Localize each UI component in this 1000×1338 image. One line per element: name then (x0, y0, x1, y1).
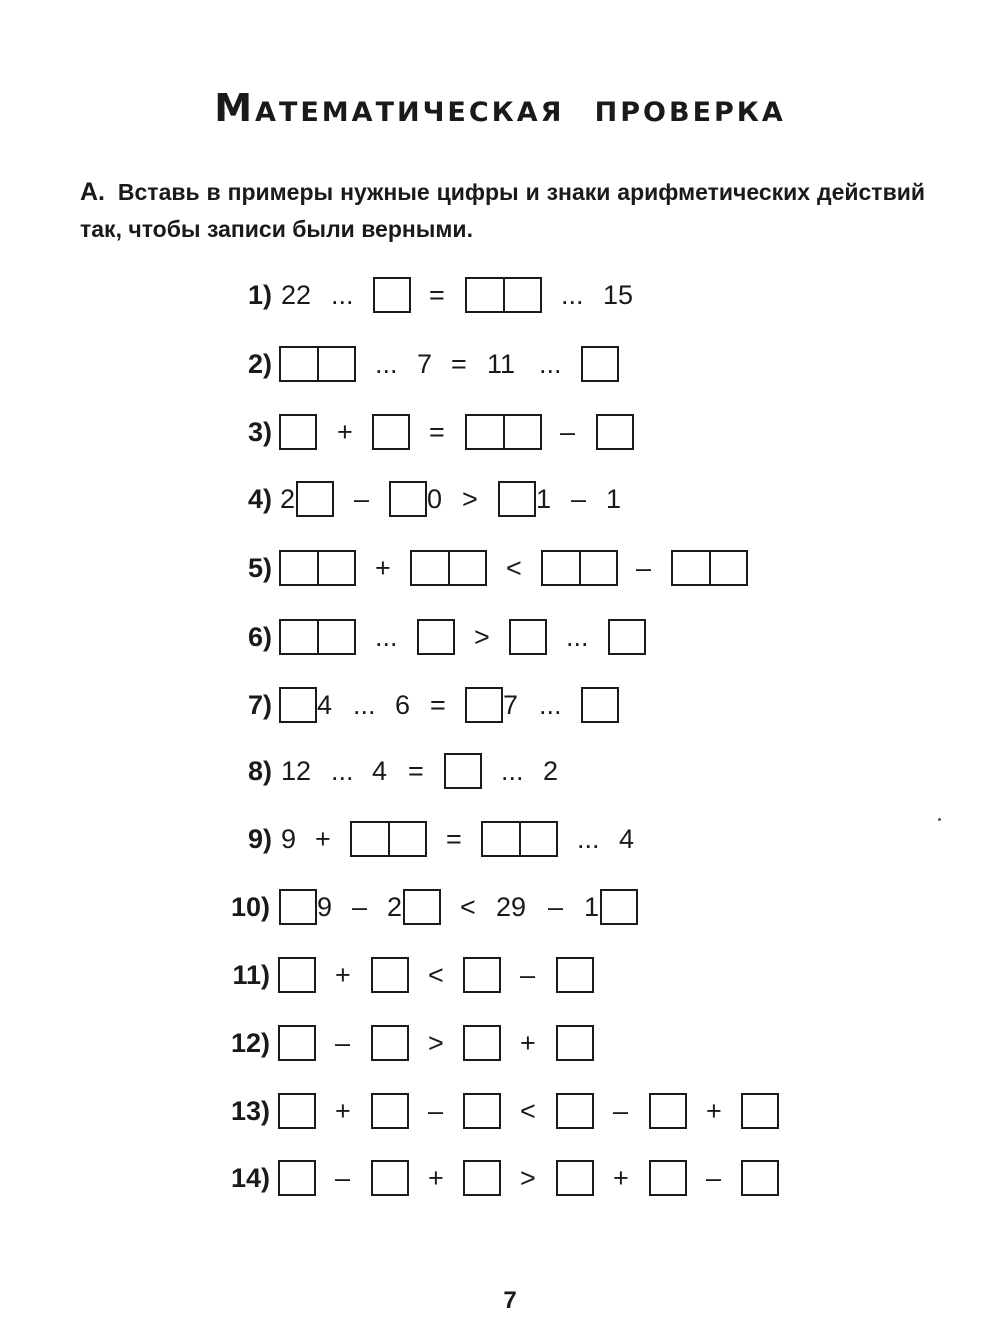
answer-box[interactable] (279, 687, 317, 723)
answer-box[interactable] (371, 957, 409, 993)
answer-box[interactable] (279, 414, 317, 450)
operator: + (613, 1163, 629, 1193)
answer-box[interactable] (278, 1093, 316, 1129)
comparison-sign: > (462, 484, 478, 514)
answer-box[interactable] (417, 619, 455, 655)
answer-box-2-digit[interactable] (279, 619, 356, 655)
answer-box[interactable] (465, 687, 503, 723)
operator-placeholder: ... (375, 349, 398, 379)
operator: + (520, 1028, 536, 1058)
exercise-number: 14) (230, 1163, 270, 1193)
exercise-number: 11) (232, 960, 270, 990)
operator-placeholder: ... (331, 280, 354, 310)
operator-placeholder: ... (353, 690, 376, 720)
comparison-sign: > (428, 1028, 444, 1058)
term: 1 (606, 484, 622, 514)
answer-box-2-digit[interactable] (279, 550, 356, 586)
answer-box[interactable] (463, 1025, 501, 1061)
exercise-number: 5) (247, 553, 272, 583)
term: 6 (395, 690, 411, 720)
equals-sign: = (446, 824, 462, 854)
operator: – (636, 553, 652, 583)
answer-box[interactable] (371, 1160, 409, 1196)
answer-box[interactable] (596, 414, 634, 450)
answer-box[interactable] (463, 957, 501, 993)
term: 4 (619, 824, 635, 854)
answer-box[interactable] (373, 277, 411, 313)
exercise-number: 7) (247, 690, 272, 720)
answer-box[interactable] (389, 481, 427, 517)
answer-box[interactable] (509, 619, 547, 655)
answer-box-2-digit[interactable] (279, 346, 356, 382)
term: 29 (496, 892, 527, 922)
operator: + (428, 1163, 444, 1193)
comparison-sign: < (506, 553, 522, 583)
operator: – (354, 484, 370, 514)
digit: 1 (536, 484, 552, 514)
answer-box-2-digit[interactable] (350, 821, 427, 857)
exercise-13 (0, 1091, 1000, 1131)
term: 2 (543, 756, 559, 786)
digit: 0 (427, 484, 443, 514)
exercise-8 (0, 751, 1000, 791)
operator: – (352, 892, 368, 922)
operator: – (428, 1096, 444, 1126)
equals-sign: = (429, 280, 445, 310)
digit: 1 (584, 892, 600, 922)
answer-box[interactable] (608, 619, 646, 655)
answer-box[interactable] (741, 1093, 779, 1129)
answer-box-2-digit[interactable] (465, 414, 542, 450)
operator-placeholder: ... (539, 690, 562, 720)
exercise-number: 1) (247, 280, 272, 310)
answer-box[interactable] (600, 889, 638, 925)
operator: – (548, 892, 564, 922)
answer-box[interactable] (556, 957, 594, 993)
answer-box[interactable] (581, 687, 619, 723)
operator: – (613, 1096, 629, 1126)
answer-box[interactable] (278, 1160, 316, 1196)
equals-sign: = (408, 756, 424, 786)
answer-box[interactable] (649, 1093, 687, 1129)
operator: – (335, 1028, 351, 1058)
equals-sign: = (430, 690, 446, 720)
term: 22 (281, 280, 312, 310)
task-instruction (80, 174, 925, 248)
answer-box-2-digit[interactable] (481, 821, 558, 857)
operator: – (571, 484, 587, 514)
operator: – (520, 960, 536, 990)
answer-box[interactable] (463, 1093, 501, 1129)
answer-box[interactable] (371, 1093, 409, 1129)
comparison-sign: > (474, 622, 490, 652)
operator: + (706, 1096, 722, 1126)
digit: 9 (317, 892, 333, 922)
term: 9 (281, 824, 297, 854)
term: 7 (417, 349, 433, 379)
exercise-14 (0, 1158, 1000, 1198)
exercise-5 (0, 548, 1000, 588)
exercise-number: 3) (247, 417, 272, 447)
answer-box[interactable] (296, 481, 334, 517)
exercise-3 (0, 412, 1000, 452)
exercise-number: 12) (230, 1028, 270, 1058)
exercise-6 (0, 617, 1000, 657)
exercise-number: 8) (247, 756, 272, 786)
answer-box[interactable] (444, 753, 482, 789)
answer-box-2-digit[interactable] (410, 550, 487, 586)
exercise-12 (0, 1023, 1000, 1063)
answer-box[interactable] (556, 1025, 594, 1061)
comparison-sign: > (520, 1163, 536, 1193)
exercise-1 (0, 275, 1000, 315)
exercise-7 (0, 685, 1000, 725)
answer-box[interactable] (279, 889, 317, 925)
answer-box[interactable] (463, 1160, 501, 1196)
digit: 7 (503, 690, 519, 720)
answer-box[interactable] (556, 1160, 594, 1196)
equals-sign: = (451, 349, 467, 379)
task-letter: А. (80, 178, 105, 206)
operator-placeholder: ... (331, 756, 354, 786)
operator: + (335, 1096, 351, 1126)
operator: + (315, 824, 331, 854)
answer-box-2-digit[interactable] (541, 550, 618, 586)
digit: 2 (387, 892, 403, 922)
operator-placeholder: ... (539, 349, 562, 379)
exercise-4 (0, 479, 1000, 519)
answer-box[interactable] (741, 1160, 779, 1196)
answer-box[interactable] (372, 414, 410, 450)
answer-box[interactable] (278, 957, 316, 993)
operator: – (335, 1163, 351, 1193)
comparison-sign: < (460, 892, 476, 922)
equals-sign: = (429, 417, 445, 447)
operator-placeholder: ... (577, 824, 600, 854)
term: 12 (281, 756, 312, 786)
answer-box[interactable] (371, 1025, 409, 1061)
operator-placeholder: ... (375, 622, 398, 652)
exercise-9 (0, 819, 1000, 859)
operator-placeholder: ... (501, 756, 524, 786)
answer-box[interactable] (649, 1160, 687, 1196)
exercise-2 (0, 344, 1000, 384)
digit: 4 (317, 690, 333, 720)
answer-box[interactable] (403, 889, 441, 925)
page-title: Математическая проверка (214, 86, 786, 130)
exercise-10 (0, 887, 1000, 927)
exercise-number: 2) (247, 349, 272, 379)
exercise-number: 6) (247, 622, 272, 652)
operator: – (706, 1163, 722, 1193)
exercise-11 (0, 955, 1000, 995)
term: 11 (487, 349, 516, 379)
exercise-number: 10) (230, 892, 270, 922)
comparison-sign: < (520, 1096, 536, 1126)
digit: 2 (280, 484, 296, 514)
operator-placeholder: ... (561, 280, 584, 310)
operator: – (560, 417, 576, 447)
comparison-sign: < (428, 960, 444, 990)
exercise-number: 13) (230, 1096, 270, 1126)
operator: + (375, 553, 391, 583)
page-number: 7 (503, 1287, 517, 1314)
exercise-number: 9) (247, 824, 272, 854)
answer-box[interactable] (581, 346, 619, 382)
answer-box[interactable] (278, 1025, 316, 1061)
term: 4 (372, 756, 388, 786)
answer-box[interactable] (498, 481, 536, 517)
operator: + (337, 417, 353, 447)
task-text: Вставь в примеры нужные цифры и знаки арифметических действий так, чтобы записи были верными. (80, 179, 925, 242)
answer-box-2-digit[interactable] (465, 277, 542, 313)
operator-placeholder: ... (566, 622, 589, 652)
answer-box[interactable] (556, 1093, 594, 1129)
exercise-number: 4) (247, 484, 272, 514)
print-speck (938, 818, 941, 821)
term: 15 (603, 280, 634, 310)
answer-box-2-digit[interactable] (671, 550, 748, 586)
operator: + (335, 960, 351, 990)
